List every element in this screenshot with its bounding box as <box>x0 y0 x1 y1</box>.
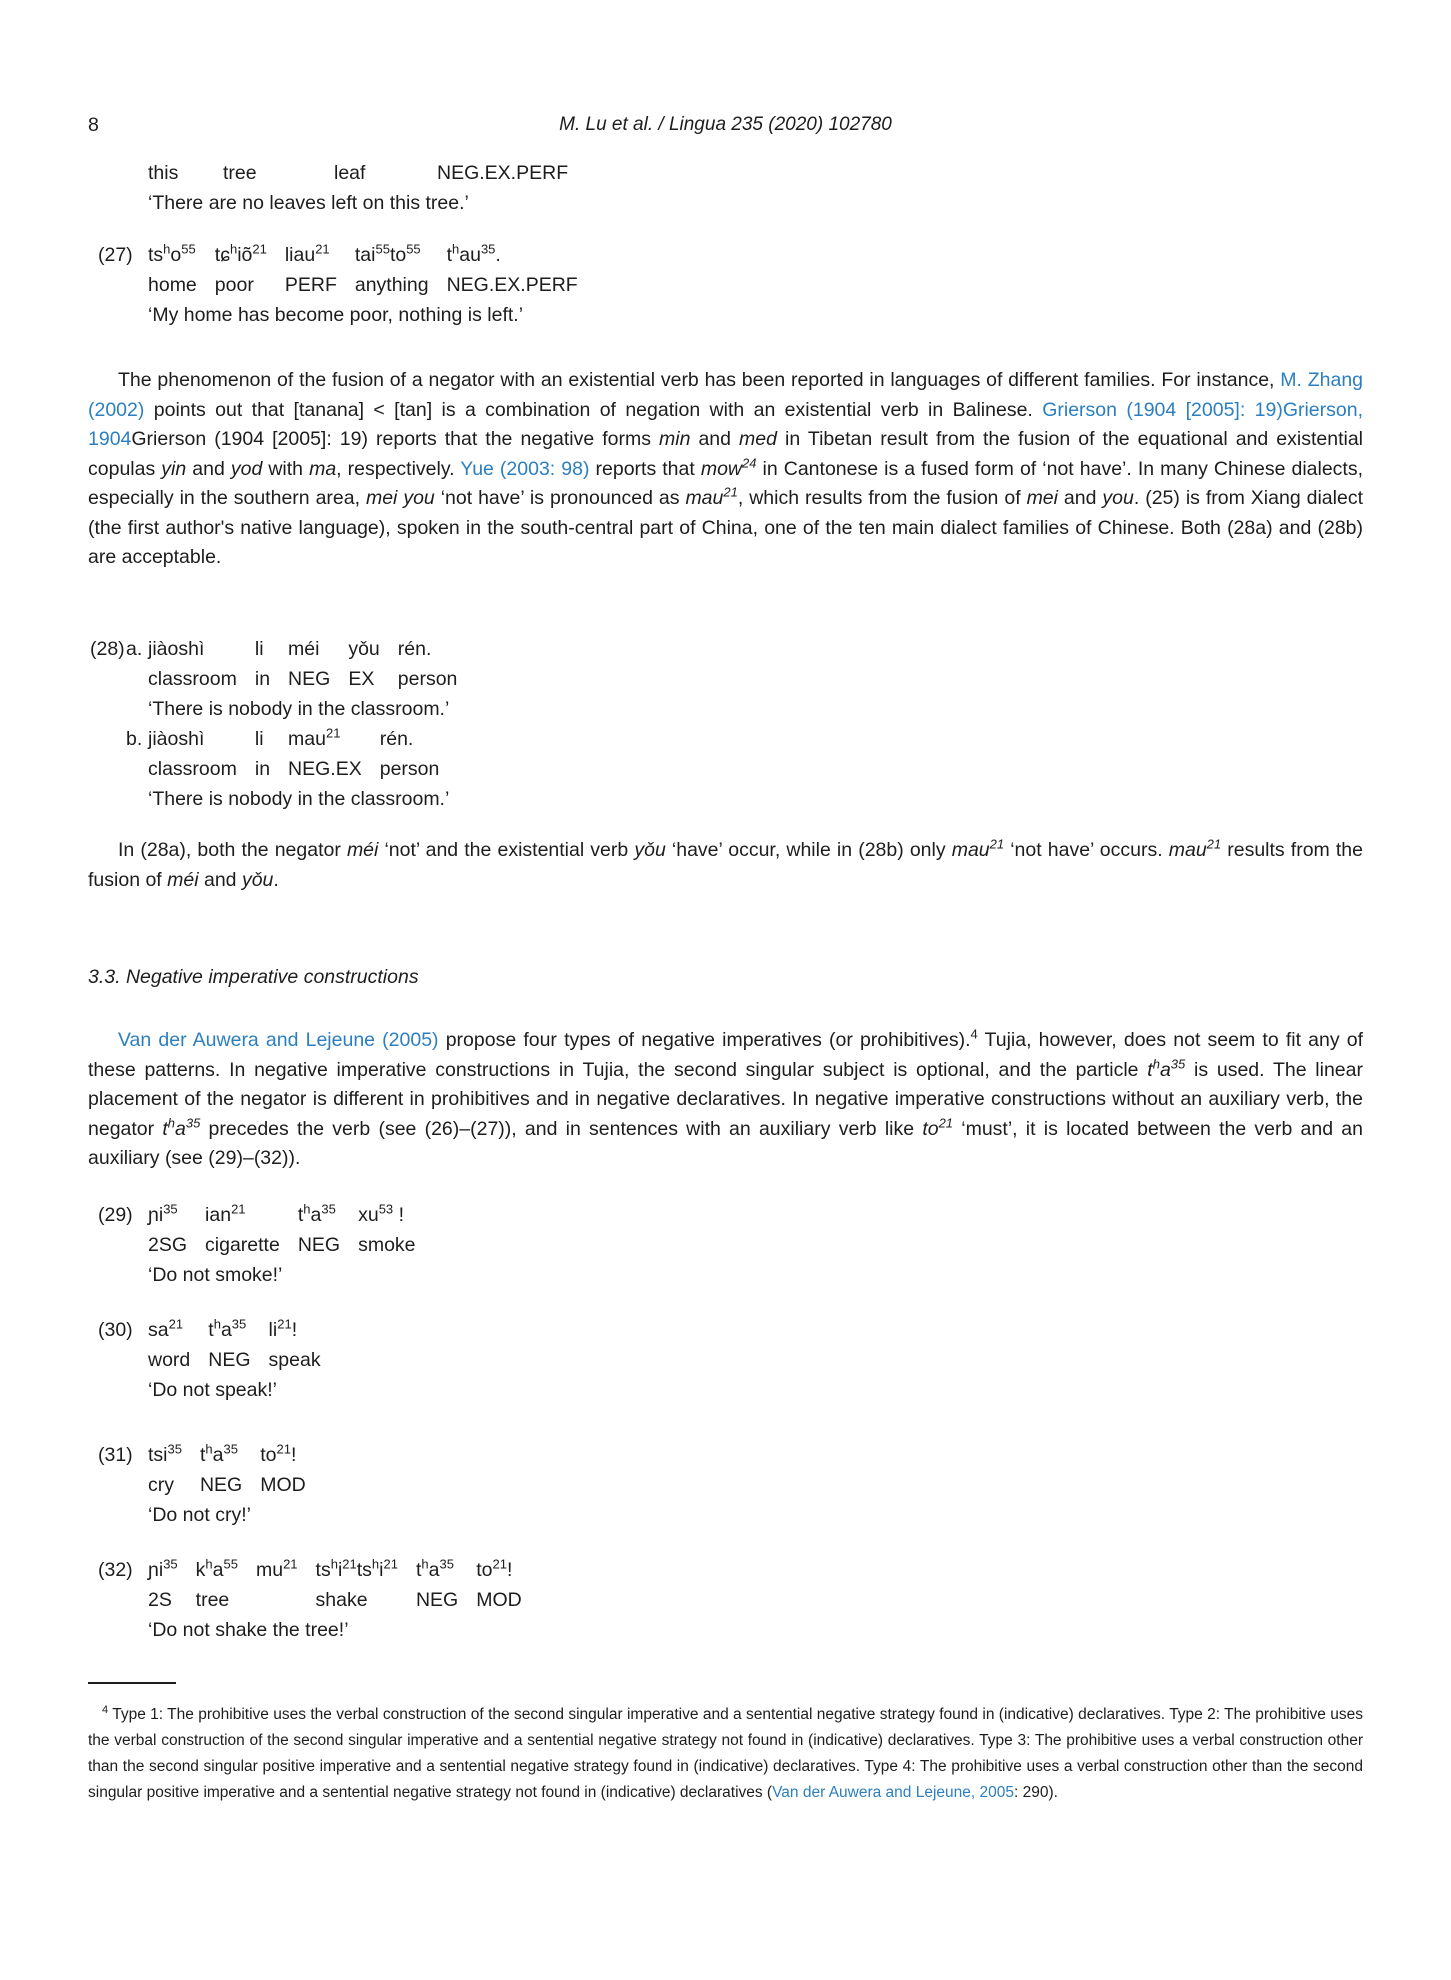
gloss-label: EX <box>348 668 375 690</box>
gloss-word: $k^ha^{55}$ <box>195 1556 238 1581</box>
gloss-word: yǒu <box>348 638 380 660</box>
gloss-word: ian$^{21}$ <box>205 1201 246 1226</box>
gloss-label: smoke <box>358 1234 416 1256</box>
gloss-table <box>148 634 475 694</box>
example-29 <box>88 1200 434 1290</box>
paragraph-negative-imperatives <box>88 1026 1363 1174</box>
gloss-label: NEG <box>415 1589 459 1611</box>
gloss-word: this <box>148 162 179 184</box>
gloss-word: rén. <box>379 728 414 750</box>
gloss-word: jiàoshì <box>148 728 205 750</box>
paragraph-text: The phenomenon of the fusion of a negator with an existential verb has been reported in languages of different families. For instance, M. Zhang (2002) points out that [tanana] < [tan] is a combination of negation with an existential verb in Balinese. Grierson (1904 [2005]: 19)Grierson, 1904Grierson (1904 [2005]: 19) reports that the negative forms min and med in Tibetan result from the fusion of the equational and existential copulas yin and yod with ma, respectively. Yue (2003: 98) reports that mow$^{24}$ in Cantonese is a fused form of ‘not have’. In many Chinese dialects, especially in the southern area, mei you ‘not have’ is pronounced as mau$^{21}$, which results from the fusion of mei and you. (25) is from Xiang dialect (the first author's native language), spoken in the south-central part of China, one of the ten main dialect families of Chinese. Both (28a) and (28b) are acceptable. <box>88 369 1364 568</box>
gloss-word: liau$^{21}$ <box>284 241 330 266</box>
example-translation: ‘There is nobody in the classroom.’ <box>148 788 450 810</box>
example-number: (27) <box>98 244 133 266</box>
gloss-label: tree <box>195 1589 230 1611</box>
gloss-word: ɲi$^{35}$ <box>148 1201 178 1226</box>
gloss-word: $ts^hi^{21}ts^hi^{21}$ <box>315 1556 398 1581</box>
example-26-continuation <box>148 158 586 218</box>
gloss-table <box>148 1440 324 1500</box>
gloss-label: 2SG <box>148 1234 188 1256</box>
gloss-table <box>148 240 596 300</box>
example-sub-label: b. <box>126 728 143 750</box>
example-31 <box>88 1440 324 1530</box>
example-number: (32) <box>98 1559 133 1581</box>
gloss-label: NEG <box>199 1474 243 1496</box>
example-27 <box>88 240 596 330</box>
paragraph-text: In (28a), both the negator méi ‘not’ and the existential verb yǒu ‘have’ occur, while in (28b) only mau$^{21}$ ‘not have’ occurs. mau$^{21}$ results from the fusion of méi and yǒu. <box>88 836 1364 891</box>
citation-link[interactable]: Yue (2003: 98) <box>460 457 590 480</box>
citation-link[interactable]: Van der Auwera and Lejeune (2005) <box>118 1029 439 1051</box>
gloss-label: person <box>379 758 440 780</box>
gloss-word: mau$^{21}$ <box>288 725 341 750</box>
running-head <box>88 114 1363 138</box>
gloss-word: $t^ha^{35}$ <box>208 1316 247 1341</box>
gloss-label: PERF <box>284 274 337 296</box>
gloss-label: in <box>254 668 271 690</box>
gloss-label: cry <box>148 1474 174 1496</box>
gloss-word: $tɕ^hiõ^{21}$ <box>214 241 267 266</box>
gloss-word: ɲi$^{35}$ <box>148 1556 178 1581</box>
example-translation: ‘There is nobody in the classroom.’ <box>148 698 450 720</box>
gloss-word: $t^hau^{35}$. <box>446 241 501 266</box>
example-30 <box>88 1315 339 1405</box>
gloss-label: NEG <box>297 1234 341 1256</box>
gloss-word: méi <box>288 638 320 660</box>
gloss-word: $tai^{55}to^{55}$ <box>354 241 421 266</box>
gloss-label: anything <box>354 274 429 296</box>
gloss-table <box>148 724 457 784</box>
gloss-word: leaf <box>334 162 366 184</box>
gloss-word: li <box>254 638 264 660</box>
gloss-label: classroom <box>148 668 237 690</box>
gloss-label: person <box>397 668 458 690</box>
gloss-label: cigarette <box>205 1234 280 1256</box>
paragraph-text: Van der Auwera and Lejeune (2005) propose four types of negative imperatives (or prohibitives).$^4$ Tujia, however, does not seem to fit any of these patterns. In negative imperative constructions in Tujia, the second singular subject is optional, and the particle $t^ha^{35}$ is used. The linear placement of the negator is different in prohibitives and in negative declaratives. In negative imperative constructions without an auxiliary verb, the negator $t^ha^{35}$ precedes the verb (see (26)–(27)), and in sentences with an auxiliary verb like $to^{21}$ ‘must’, it is located between the verb and an auxiliary (see (29)–(32)). <box>88 1026 1363 1169</box>
footnote-rule <box>88 1682 176 1684</box>
gloss-table <box>148 1315 339 1375</box>
gloss-word: $ts^ho^{55}$ <box>148 241 196 266</box>
section-heading: 3.3. Negative imperative constructions <box>88 966 419 988</box>
gloss-label: speak <box>268 1349 321 1371</box>
gloss-word: $li^{21}$! <box>268 1316 298 1341</box>
gloss-table <box>148 1555 540 1615</box>
gloss-label: home <box>148 274 197 296</box>
gloss-word: $to^{21}$! <box>476 1556 513 1581</box>
page-number: 8 <box>88 114 99 136</box>
gloss-label: NEG.EX <box>288 758 362 780</box>
gloss-word: $t^ha^{35}$ <box>297 1201 336 1226</box>
example-28a <box>126 634 475 724</box>
gloss-label: poor <box>214 274 254 296</box>
gloss-word: $sa^{21}$ <box>148 1316 184 1341</box>
gloss-label: word <box>148 1349 191 1371</box>
gloss-word: jiàoshì <box>148 638 205 660</box>
gloss-label: MOD <box>476 1589 522 1611</box>
citation-link[interactable]: M. Zhang (2002) <box>88 369 1364 421</box>
gloss-word: tsi$^{35}$ <box>148 1441 182 1466</box>
example-translation: ‘My home has become poor, nothing is left.’ <box>148 304 524 326</box>
example-number: (28) <box>90 638 125 660</box>
example-number: (30) <box>98 1319 133 1341</box>
gloss-label <box>256 1585 316 1615</box>
example-28b <box>126 724 475 814</box>
gloss-word: li <box>254 728 264 750</box>
gloss-word: $xu^{53}$ ! <box>358 1201 405 1226</box>
gloss-word: tree <box>223 162 257 184</box>
paragraph-28-discussion <box>88 836 1363 895</box>
gloss-word: $mu^{21}$ <box>255 1556 298 1581</box>
example-sub-label: a. <box>126 638 143 660</box>
gloss-label: in <box>254 758 271 780</box>
running-head-title: M. Lu et al. / Lingua 235 (2020) 102780 <box>559 114 892 135</box>
example-translation: ‘There are no leaves left on this tree.’ <box>148 192 469 214</box>
gloss-word: $to^{21}$! <box>260 1441 297 1466</box>
gloss-label: NEG <box>288 668 331 690</box>
gloss-word: $t^ha^{35}$ <box>415 1556 454 1581</box>
citation-link[interactable]: Van der Auwera and Lejeune, 2005 <box>772 1784 1014 1801</box>
example-number: (29) <box>98 1204 133 1226</box>
example-translation: ‘Do not smoke!’ <box>148 1264 283 1286</box>
paragraph-fusion-negator <box>88 366 1363 573</box>
gloss-label: NEG <box>208 1349 251 1371</box>
gloss-word: NEG.EX.PERF <box>437 162 569 184</box>
example-32 <box>88 1555 540 1645</box>
gloss-label: classroom <box>148 758 237 780</box>
gloss-word: $t^ha^{35}$ <box>199 1441 238 1466</box>
gloss-label: MOD <box>260 1474 306 1496</box>
gloss-table <box>148 158 586 188</box>
example-translation: ‘Do not speak!’ <box>148 1379 277 1401</box>
gloss-label: 2S <box>148 1589 172 1611</box>
example-number: (31) <box>98 1444 133 1466</box>
gloss-table <box>148 1200 434 1260</box>
citation-link[interactable]: Grierson (1904 [2005]: 19)Grierson, 1904 <box>88 398 1364 450</box>
example-translation: ‘Do not shake the tree!’ <box>148 1619 349 1641</box>
gloss-word: rén. <box>397 638 432 660</box>
gloss-label: NEG.EX.PERF <box>446 274 578 296</box>
gloss-label: shake <box>315 1589 368 1611</box>
example-28 <box>88 634 475 814</box>
footnote: $^4$ Type 1: The prohibitive uses the verbal construction of the second singular imperative and a sentential negative strategy found in (indicative) declaratives. Type 2: The prohibitive uses the verbal construction of the second singular imperative and a sentential negative strategy not found in (indicative) declaratives. Type 3: The prohibitive uses a verbal construction other than the second singular positive imperative and a sentential negative strategy found in (indicative) declaratives. Type 4: The prohibitive uses a verbal construction other than the second singular positive imperative and a sentential negative strategy not found in (indicative) declaratives (Van der Auwera and Lejeune, 2005: 290). <box>88 1703 1363 1801</box>
example-translation: ‘Do not cry!’ <box>148 1504 251 1526</box>
